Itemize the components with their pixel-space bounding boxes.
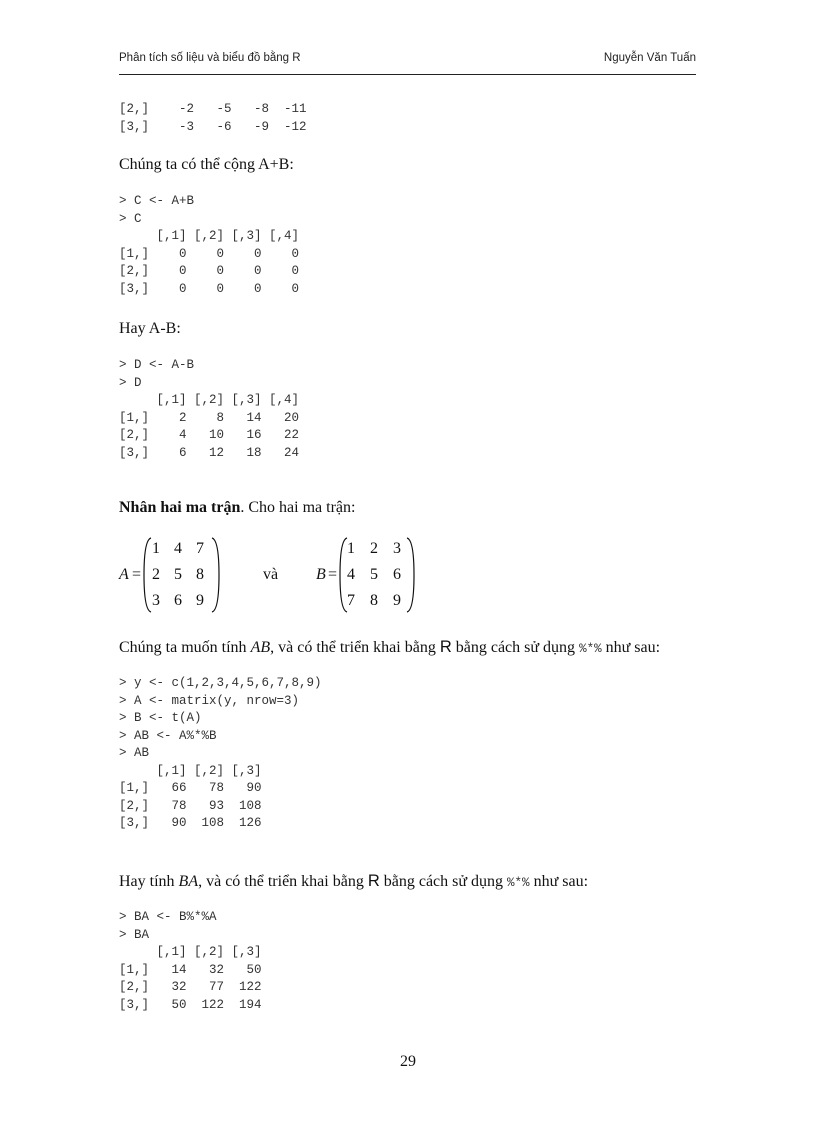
code-block-subtraction: > D <- A-B > D [,1] [,2] [,3] [,4] [1,] 2 8 14 20 [2,] 4 10 16 22 [3,] 6 12 18 24 <box>119 358 300 460</box>
matrix-b-cell: 3 <box>393 540 401 557</box>
matrix-b-cell: 8 <box>370 592 378 609</box>
matrix-a-equals: = <box>132 566 142 583</box>
matrix-b-label: B <box>316 566 326 583</box>
matrix-a-cell: 2 <box>152 566 160 583</box>
code-block-addition: > C <- A+B > C [,1] [,2] [,3] [,4] [1,] 0 0 0 0 [2,] 0 0 0 0 [3,] 0 0 0 0 <box>119 194 300 296</box>
header-author: Nguyễn Văn Tuấn <box>603 52 696 64</box>
page-number: 29 <box>400 1053 416 1070</box>
matrix-b-cell: 1 <box>347 540 355 557</box>
conjunction-and: và <box>263 566 279 583</box>
code-block-subtraction-result: [2,] -2 -5 -8 -11 [3,] -3 -6 -9 -12 <box>119 102 307 134</box>
mult-heading-bold: Nhân hai ma trận <box>119 499 241 516</box>
matrix-a-cell: 1 <box>152 540 160 557</box>
ba-text-2: , và có thể triển khai bằng <box>198 873 368 890</box>
ba-emphasis: BA <box>178 873 199 890</box>
matrix-b-equals: = <box>328 566 338 583</box>
matrix-b-cell: 7 <box>347 592 355 609</box>
matrix-a-cell: 5 <box>174 566 182 583</box>
paragraph-add-intro: Chúng ta có thể cộng A+B: <box>119 156 294 173</box>
matrix-a-label: A <box>119 566 129 583</box>
ab-text-3: bằng cách sử dụng <box>451 639 580 656</box>
matrix-b-cell: 6 <box>393 566 401 583</box>
matrix-b-cell: 5 <box>370 566 378 583</box>
ba-text-3: bằng cách sử dụng <box>379 873 508 890</box>
ab-text-1: Chúng ta muốn tính <box>119 639 251 656</box>
ba-r-name: R <box>367 872 380 890</box>
header-rule <box>119 74 696 75</box>
matrix-a-cell: 4 <box>174 540 182 557</box>
ab-text-4: như sau: <box>601 639 661 656</box>
matrix-b-cell: 9 <box>393 592 401 609</box>
matrix-b-right-paren <box>405 536 415 614</box>
matrix-b-cell: 2 <box>370 540 378 557</box>
paragraph-sub-intro: Hay A-B: <box>119 320 181 337</box>
code-block-ab: > y <- c(1,2,3,4,5,6,7,8,9) > A <- matrix(y, nrow=3) > B <- t(A) > AB <- A%*%B > AB [,1] [,2] [,3] [1,] 66 78 90 [2,] 78 93 108 [3,] 90 108 126 <box>119 676 322 830</box>
paragraph-ab-intro <box>119 638 660 657</box>
matrix-a-cell: 7 <box>196 540 204 557</box>
ba-operator: %*% <box>507 876 530 890</box>
header-title: Phân tích số liệu và biểu đồ bằng R <box>119 52 301 64</box>
paragraph-mult-heading <box>119 499 355 517</box>
mult-heading-rest: . Cho hai ma trận: <box>240 499 356 516</box>
ab-text-2: , và có thể triển khai bằng <box>270 639 440 656</box>
ba-text-1: Hay tính <box>119 873 179 890</box>
matrix-a-cell: 6 <box>174 592 182 609</box>
matrix-a-cell: 9 <box>196 592 204 609</box>
ba-text-4: như sau: <box>529 873 589 890</box>
matrix-a-right-paren <box>210 536 220 614</box>
ab-emphasis: AB <box>250 639 271 656</box>
ab-r-name: R <box>439 638 452 656</box>
ab-operator: %*% <box>579 642 602 656</box>
matrix-equations <box>119 536 419 614</box>
matrix-a-cell: 3 <box>152 592 160 609</box>
matrix-b-cell: 4 <box>347 566 355 583</box>
matrix-a-cell: 8 <box>196 566 204 583</box>
code-block-ba: > BA <- B%*%A > BA [,1] [,2] [,3] [1,] 14 32 50 [2,] 32 77 122 [3,] 50 122 194 <box>119 910 262 1012</box>
paragraph-ba-intro <box>119 872 588 891</box>
